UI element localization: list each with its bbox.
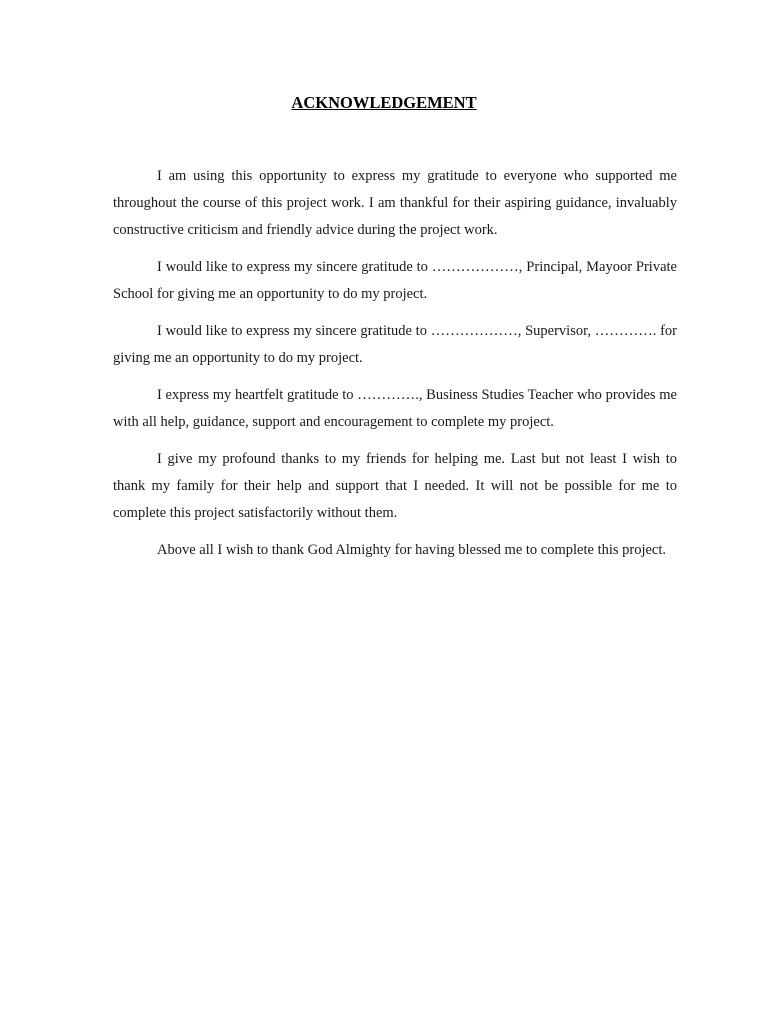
page-title: ACKNOWLEDGEMENT xyxy=(291,93,477,112)
paragraph-friends-family-thanks: I give my profound thanks to my friends for helping me. Last but not least I wish to thank my family for their help and support that I needed. It will not be possible for me to complete this project satisfactorily without them. xyxy=(113,451,677,521)
paragraph-gratitude-intro: I am using this opportunity to express my gratitude to everyone who supported me throughout the course of this project work. I am thankful for their aspiring guidance, invaluably constructive criticism and friendly advice during the project work. xyxy=(113,168,677,238)
paragraph-supervisor-thanks: I would like to express my sincere gratitude to ………………, Supervisor, …………. for giving me an opportunity to do my project. xyxy=(113,323,677,366)
paragraph-closing-thanks: Above all I wish to thank God Almighty for having blessed me to complete this project. xyxy=(157,542,667,558)
paragraph-principal-thanks: I would like to express my sincere gratitude to ………………, Principal, Mayoor Private School for giving me an opportunity to do my project. xyxy=(113,259,677,302)
paragraph-teacher-thanks: I express my heartfelt gratitude to …………., Business Studies Teacher who provides me with all help, guidance, support and encouragement to complete my project. xyxy=(113,387,677,430)
document-body xyxy=(113,163,677,574)
